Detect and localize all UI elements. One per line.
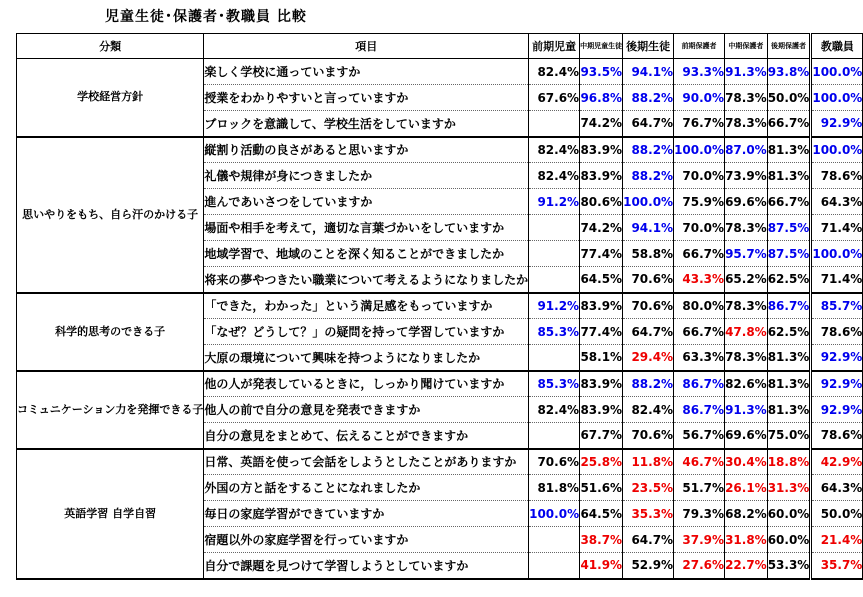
value-cell: 70.6%: [529, 449, 580, 475]
table-row: [17, 137, 863, 163]
value-cell: 66.7%: [674, 241, 725, 267]
question-cell: 他の人が発表しているときに，しっかり聞けていますか: [204, 371, 529, 397]
value-cell: 78.3%: [725, 345, 768, 371]
value-cell: [529, 553, 580, 579]
value-cell: 83.9%: [580, 137, 623, 163]
question-cell: 「できた，わかった」という満足感をもっていますか: [204, 293, 529, 319]
comparison-table: [16, 33, 863, 580]
value-cell: 60.0%: [767, 527, 811, 553]
value-cell: 79.3%: [674, 501, 725, 527]
value-cell: 58.1%: [580, 345, 623, 371]
table-row: [17, 371, 863, 397]
value-cell: 78.3%: [725, 111, 768, 137]
category-cell: 英語学習 自学自習: [17, 449, 204, 579]
value-cell: [529, 527, 580, 553]
value-cell: 100.0%: [674, 137, 725, 163]
header-mid-parents: 中期保護者: [725, 34, 768, 59]
value-cell: 82.4%: [529, 163, 580, 189]
value-cell: 35.3%: [623, 501, 674, 527]
question-cell: 外国の方と話をすることになれましたか: [204, 475, 529, 501]
question-cell: 自分の意見をまとめて、伝えることができますか: [204, 423, 529, 449]
question-cell: 場面や相手を考えて，適切な言葉づかいをしていますか: [204, 215, 529, 241]
value-cell: 38.7%: [580, 527, 623, 553]
page-title: 児童生徒･保護者･教職員 比較: [105, 9, 307, 25]
value-cell: 87.5%: [767, 241, 811, 267]
header-category: 分類: [17, 34, 204, 59]
question-cell: 「なぜ？どうして？」の疑問を持って学習していますか: [204, 319, 529, 345]
table-row: [17, 449, 863, 475]
value-cell: 76.7%: [674, 111, 725, 137]
value-cell: 95.7%: [725, 241, 768, 267]
value-cell: 87.5%: [767, 215, 811, 241]
value-cell: 90.0%: [674, 85, 725, 111]
value-cell: 93.3%: [674, 59, 725, 85]
value-cell: 100.0%: [529, 501, 580, 527]
value-cell: 18.8%: [767, 449, 811, 475]
value-cell: [529, 215, 580, 241]
table-body: [17, 59, 863, 579]
value-cell: 77.4%: [580, 319, 623, 345]
value-cell: [529, 241, 580, 267]
value-cell: 78.3%: [725, 293, 768, 319]
question-cell: 大原の環境について興味を持つようになりましたか: [204, 345, 529, 371]
header-row: [17, 34, 863, 59]
value-cell: 70.6%: [623, 293, 674, 319]
value-cell: 92.9%: [811, 397, 863, 423]
value-cell: 87.0%: [725, 137, 768, 163]
value-cell: 60.0%: [767, 501, 811, 527]
value-cell: 70.6%: [623, 423, 674, 449]
value-cell: 56.7%: [674, 423, 725, 449]
value-cell: 74.2%: [580, 111, 623, 137]
value-cell: 85.7%: [811, 293, 863, 319]
value-cell: 78.3%: [725, 215, 768, 241]
value-cell: 50.0%: [811, 501, 863, 527]
question-cell: 毎日の家庭学習ができていますか: [204, 501, 529, 527]
value-cell: 91.2%: [529, 293, 580, 319]
value-cell: 70.0%: [674, 163, 725, 189]
value-cell: 80.6%: [580, 189, 623, 215]
value-cell: 70.6%: [623, 267, 674, 293]
value-cell: 91.2%: [529, 189, 580, 215]
header-item: 項目: [204, 34, 529, 59]
value-cell: 75.0%: [767, 423, 811, 449]
category-cell: コミュニケーション力を発揮できる子: [17, 371, 204, 449]
value-cell: 67.6%: [529, 85, 580, 111]
value-cell: 64.5%: [580, 267, 623, 293]
value-cell: 53.3%: [767, 553, 811, 579]
value-cell: 88.2%: [623, 163, 674, 189]
value-cell: 31.8%: [725, 527, 768, 553]
category-cell: 科学的思考のできる子: [17, 293, 204, 371]
question-cell: 進んであいさつをしていますか: [204, 189, 529, 215]
value-cell: 66.7%: [767, 189, 811, 215]
value-cell: 83.9%: [580, 163, 623, 189]
value-cell: 30.4%: [725, 449, 768, 475]
value-cell: 91.3%: [725, 59, 768, 85]
value-cell: 81.3%: [767, 345, 811, 371]
value-cell: 50.0%: [767, 85, 811, 111]
value-cell: 86.7%: [674, 371, 725, 397]
value-cell: 82.4%: [529, 137, 580, 163]
value-cell: 78.6%: [811, 423, 863, 449]
value-cell: 69.6%: [725, 423, 768, 449]
value-cell: 26.1%: [725, 475, 768, 501]
value-cell: 58.8%: [623, 241, 674, 267]
value-cell: 77.4%: [580, 241, 623, 267]
question-cell: 楽しく学校に通っていますか: [204, 59, 529, 85]
question-cell: 礼儀や規律が身につきましたか: [204, 163, 529, 189]
value-cell: 27.6%: [674, 553, 725, 579]
value-cell: 22.7%: [725, 553, 768, 579]
value-cell: 64.5%: [580, 501, 623, 527]
value-cell: 75.9%: [674, 189, 725, 215]
value-cell: 64.7%: [623, 527, 674, 553]
value-cell: 80.0%: [674, 293, 725, 319]
value-cell: 100.0%: [811, 59, 863, 85]
value-cell: 81.8%: [529, 475, 580, 501]
value-cell: 81.3%: [767, 371, 811, 397]
value-cell: 100.0%: [811, 241, 863, 267]
question-cell: 日常、英語を使って会話をしようとしたことがありますか: [204, 449, 529, 475]
value-cell: 82.4%: [623, 397, 674, 423]
value-cell: 81.3%: [767, 163, 811, 189]
value-cell: 78.6%: [811, 163, 863, 189]
value-cell: 83.9%: [580, 293, 623, 319]
table-row: [17, 293, 863, 319]
value-cell: 42.9%: [811, 449, 863, 475]
value-cell: 93.5%: [580, 59, 623, 85]
value-cell: 88.2%: [623, 371, 674, 397]
question-cell: 自分で課題を見つけて学習しようとしていますか: [204, 553, 529, 579]
value-cell: 96.8%: [580, 85, 623, 111]
value-cell: 91.3%: [725, 397, 768, 423]
value-cell: 83.9%: [580, 397, 623, 423]
value-cell: 41.9%: [580, 553, 623, 579]
value-cell: 71.4%: [811, 215, 863, 241]
value-cell: 31.3%: [767, 475, 811, 501]
value-cell: 35.7%: [811, 553, 863, 579]
value-cell: 74.2%: [580, 215, 623, 241]
value-cell: 85.3%: [529, 371, 580, 397]
value-cell: 51.6%: [580, 475, 623, 501]
value-cell: 78.3%: [725, 85, 768, 111]
value-cell: 82.4%: [529, 59, 580, 85]
value-cell: 83.9%: [580, 371, 623, 397]
question-cell: 他人の前で自分の意見を発表できますか: [204, 397, 529, 423]
value-cell: 92.9%: [811, 371, 863, 397]
value-cell: 73.9%: [725, 163, 768, 189]
value-cell: 94.1%: [623, 215, 674, 241]
value-cell: 78.6%: [811, 319, 863, 345]
question-cell: 将来の夢やつきたい職業について考えるようになりましたか: [204, 267, 529, 293]
value-cell: 23.5%: [623, 475, 674, 501]
value-cell: 92.9%: [811, 111, 863, 137]
value-cell: 88.2%: [623, 137, 674, 163]
value-cell: 94.1%: [623, 59, 674, 85]
value-cell: 71.4%: [811, 267, 863, 293]
value-cell: 64.3%: [811, 475, 863, 501]
question-cell: 授業をわかりやすいと言っていますか: [204, 85, 529, 111]
value-cell: 25.8%: [580, 449, 623, 475]
value-cell: [529, 423, 580, 449]
value-cell: 69.6%: [725, 189, 768, 215]
value-cell: 86.7%: [674, 397, 725, 423]
value-cell: 82.6%: [725, 371, 768, 397]
value-cell: 47.8%: [725, 319, 768, 345]
header-early-students: 前期児童: [529, 34, 580, 59]
value-cell: 85.3%: [529, 319, 580, 345]
value-cell: 67.7%: [580, 423, 623, 449]
value-cell: 51.7%: [674, 475, 725, 501]
value-cell: 81.3%: [767, 137, 811, 163]
value-cell: 63.3%: [674, 345, 725, 371]
header-late-students: 後期生徒: [623, 34, 674, 59]
header-early-parents: 前期保護者: [674, 34, 725, 59]
value-cell: 66.7%: [674, 319, 725, 345]
value-cell: 64.7%: [623, 319, 674, 345]
value-cell: 62.5%: [767, 319, 811, 345]
value-cell: 68.2%: [725, 501, 768, 527]
value-cell: 82.4%: [529, 397, 580, 423]
value-cell: [529, 345, 580, 371]
header-late-parents: 後期保護者: [767, 34, 811, 59]
category-cell: 思いやりをもち、自ら汗のかける子: [17, 137, 204, 293]
value-cell: 62.5%: [767, 267, 811, 293]
value-cell: 46.7%: [674, 449, 725, 475]
value-cell: 64.7%: [623, 111, 674, 137]
question-cell: 宿題以外の家庭学習を行っていますか: [204, 527, 529, 553]
header-mid-students: 中期児童生徒: [580, 34, 623, 59]
value-cell: 52.9%: [623, 553, 674, 579]
value-cell: 92.9%: [811, 345, 863, 371]
question-cell: 地域学習で、地域のことを深く知ることができましたか: [204, 241, 529, 267]
value-cell: 88.2%: [623, 85, 674, 111]
value-cell: 37.9%: [674, 527, 725, 553]
question-cell: 縦割り活動の良さがあると思いますか: [204, 137, 529, 163]
header-staff: 教職員: [811, 34, 863, 59]
value-cell: 86.7%: [767, 293, 811, 319]
category-cell: 学校経営方針: [17, 59, 204, 137]
value-cell: 81.3%: [767, 397, 811, 423]
value-cell: 100.0%: [811, 85, 863, 111]
question-cell: ブロックを意識して、学校生活をしていますか: [204, 111, 529, 137]
value-cell: 100.0%: [623, 189, 674, 215]
value-cell: 29.4%: [623, 345, 674, 371]
value-cell: 65.2%: [725, 267, 768, 293]
value-cell: 11.8%: [623, 449, 674, 475]
value-cell: [529, 111, 580, 137]
value-cell: 43.3%: [674, 267, 725, 293]
value-cell: 93.8%: [767, 59, 811, 85]
value-cell: 64.3%: [811, 189, 863, 215]
value-cell: 21.4%: [811, 527, 863, 553]
value-cell: [529, 267, 580, 293]
table-row: [17, 59, 863, 85]
value-cell: 100.0%: [811, 137, 863, 163]
value-cell: 66.7%: [767, 111, 811, 137]
value-cell: 70.0%: [674, 215, 725, 241]
